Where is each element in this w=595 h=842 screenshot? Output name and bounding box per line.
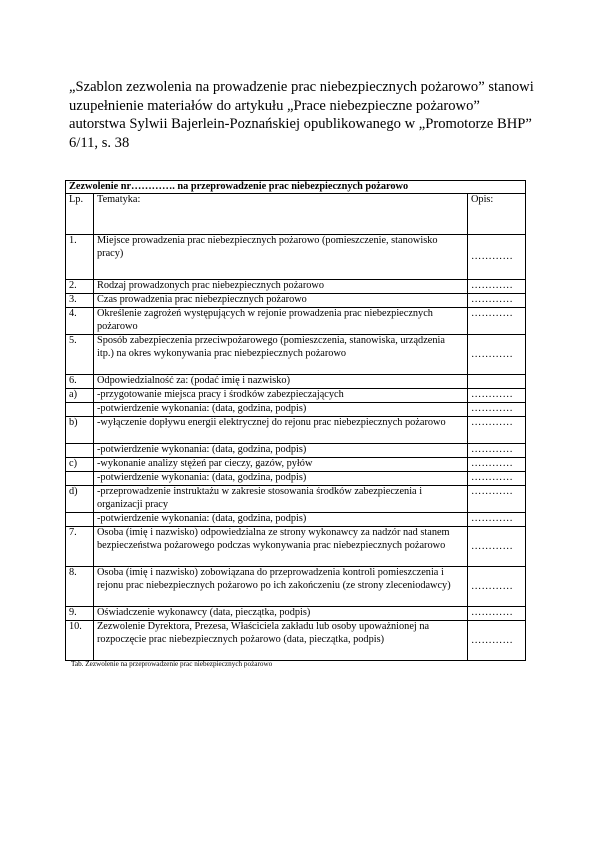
row-desc: …………: [467, 308, 525, 335]
row-lp: c): [66, 458, 94, 472]
row-desc: …………: [467, 417, 525, 444]
intro-paragraph: „Szablon zezwolenia na prowadzenie prac niebezpiecznych pożarowo” stanowi uzupełnienie materiałów do artykułu „Prace niebezpieczne pożarowo” autorstwa Sylwii Bajerlein-Poznańskiej opublikowanego w „Promotorze BHP” 6/11, s. 38: [69, 79, 534, 151]
table-row: [66, 621, 526, 661]
table-row: [66, 389, 526, 403]
header-lp: Lp.: [66, 194, 94, 235]
permit-table: [65, 180, 526, 661]
row-lp: 2.: [66, 280, 94, 294]
row-desc: …………: [467, 472, 525, 486]
table-row: [66, 417, 526, 444]
row-topic: -potwierdzenie wykonania: (data, godzina, podpis): [94, 403, 468, 417]
row-topic: Rodzaj prowadzonych prac niebezpiecznych pożarowo: [94, 280, 468, 294]
row-lp: a): [66, 389, 94, 403]
table-title-row: [66, 181, 526, 194]
table-row: [66, 513, 526, 527]
row-topic: Określenie zagrożeń występujących w rejonie prowadzenia prac niebezpiecznych pożarowo: [94, 308, 468, 335]
row-topic: -przygotowanie miejsca pracy i środków zabezpieczających: [94, 389, 468, 403]
row-topic: Czas prowadzenia prac niebezpiecznych pożarowo: [94, 294, 468, 308]
row-lp: [66, 403, 94, 417]
table-row: [66, 472, 526, 486]
table-caption: Tab. Zezwolenie na przeprowadzenie prac niebezpiecznych pożarowo: [71, 660, 273, 668]
row-topic: -potwierdzenie wykonania: (data, godzina, podpis): [94, 444, 468, 458]
table-row: [66, 375, 526, 389]
row-desc: …………: [467, 294, 525, 308]
row-topic: -wykonanie analizy stężeń par cieczy, gazów, pyłów: [94, 458, 468, 472]
row-topic: -potwierdzenie wykonania: (data, godzina, podpis): [94, 513, 468, 527]
row-desc: …………: [467, 458, 525, 472]
row-desc: [467, 375, 525, 389]
row-desc: …………: [467, 567, 525, 607]
row-desc: …………: [467, 403, 525, 417]
row-lp: d): [66, 486, 94, 513]
row-lp: 3.: [66, 294, 94, 308]
row-topic: -przeprowadzenie instruktażu w zakresie stosowania środków zabezpieczenia i organizacji pracy: [94, 486, 468, 513]
row-desc: …………: [467, 389, 525, 403]
row-topic: Zezwolenie Dyrektora, Prezesa, Właściciela zakładu lub osoby upoważnionej na rozpoczęcie prac niebezpiecznych pożarowo (data, pieczątka, podpis): [94, 621, 468, 661]
table-row: [66, 280, 526, 294]
row-desc: …………: [467, 235, 525, 280]
row-lp: 10.: [66, 621, 94, 661]
row-topic: Miejsce prowadzenia prac niebezpiecznych pożarowo (pomieszczenie, stanowisko pracy): [94, 235, 468, 280]
table-row: [66, 294, 526, 308]
row-lp: [66, 513, 94, 527]
row-lp: 1.: [66, 235, 94, 280]
row-lp: [66, 444, 94, 458]
table-row: [66, 458, 526, 472]
row-desc: …………: [467, 513, 525, 527]
table-title: Zezwolenie nr…………. na przeprowadzenie prac niebezpiecznych pożarowo: [66, 181, 526, 194]
row-desc: …………: [467, 280, 525, 294]
row-desc: …………: [467, 486, 525, 513]
row-desc: …………: [467, 607, 525, 621]
row-topic: Oświadczenie wykonawcy (data, pieczątka, podpis): [94, 607, 468, 621]
table-row: [66, 335, 526, 375]
row-lp: 7.: [66, 527, 94, 567]
row-topic: -wyłączenie dopływu energii elektrycznej do rejonu prac niebezpiecznych pożarowo: [94, 417, 468, 444]
row-lp: 5.: [66, 335, 94, 375]
header-topic: Tematyka:: [94, 194, 468, 235]
row-lp: b): [66, 417, 94, 444]
row-lp: [66, 472, 94, 486]
row-topic: Sposób zabezpieczenia przeciwpożarowego (pomieszczenia, stanowiska, urządzenia itp.) na okres wykonywania prac niebezpiecznych pożarowo: [94, 335, 468, 375]
row-topic: Osoba (imię i nazwisko) odpowiedzialna ze strony wykonawcy za nadzór nad stanem bezpieczeństwa pożarowego podczas wykonywania prac niebezpiecznych pożarowo: [94, 527, 468, 567]
row-desc: …………: [467, 527, 525, 567]
table-row: [66, 235, 526, 280]
row-lp: 6.: [66, 375, 94, 389]
row-topic: Osoba (imię i nazwisko) zobowiązana do przeprowadzenia kontroli pomieszczenia i rejonu prac niebezpiecznych pożarowo po ich zakończeniu (ze strony zleceniodawcy): [94, 567, 468, 607]
row-desc: …………: [467, 444, 525, 458]
row-lp: 9.: [66, 607, 94, 621]
row-lp: 8.: [66, 567, 94, 607]
row-topic: -potwierdzenie wykonania: (data, godzina, podpis): [94, 472, 468, 486]
table-row: [66, 607, 526, 621]
table-row: [66, 403, 526, 417]
header-desc: Opis:: [467, 194, 525, 235]
table-row: [66, 527, 526, 567]
row-lp: 4.: [66, 308, 94, 335]
table-row: [66, 308, 526, 335]
table-header-row: [66, 194, 526, 235]
row-desc: …………: [467, 621, 525, 661]
table-row: [66, 567, 526, 607]
table-row: [66, 486, 526, 513]
row-desc: …………: [467, 335, 525, 375]
table-row: [66, 444, 526, 458]
row-topic: Odpowiedzialność za: (podać imię i nazwisko): [94, 375, 468, 389]
